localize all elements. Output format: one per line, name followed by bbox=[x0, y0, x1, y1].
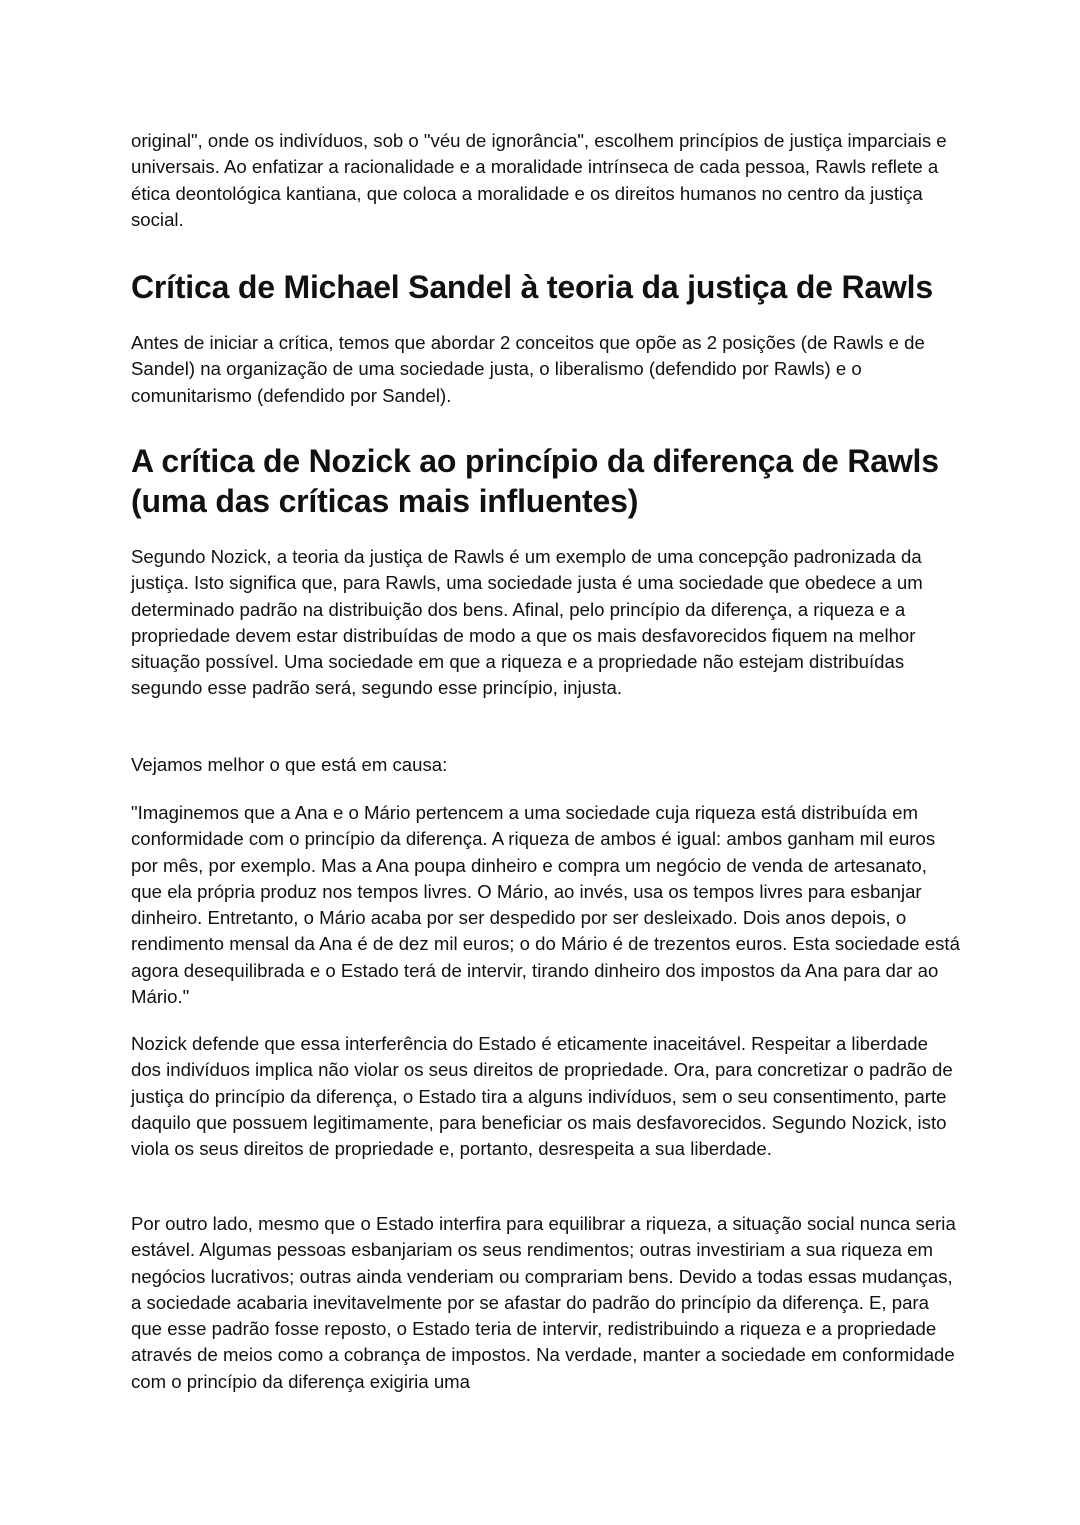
paragraph-sandel-intro: Antes de iniciar a crítica, temos que abordar 2 conceitos que opõe as 2 posições (de Rawls e de Sandel) na organização de uma sociedade justa, o liberalismo (defendido por Rawls) e o comunitarismo (defendido por Sandel). bbox=[131, 332, 925, 406]
section-heading-sandel: Crítica de Michael Sandel à teoria da justiça de Rawls bbox=[131, 269, 933, 305]
paragraph-nozick-2: Vejamos melhor o que está em causa: bbox=[131, 754, 448, 775]
document-page bbox=[131, 128, 961, 1392]
paragraph-nozick-1: Segundo Nozick, a teoria da justiça de Rawls é um exemplo de uma concepção padronizada da justiça. Isto significa que, para Rawls, uma sociedade justa é uma sociedade que obedece a um determinado padrão na distribuição dos bens. Afinal, pelo princípio da diferença, a riqueza e a propriedade devem estar distribuídas de modo a que os mais desfavorecidos fiquem na melhor situação possível. Uma sociedade em que a riqueza e a propriedade não estejam distribuídas segundo esse padrão será, segundo esse princípio, injusta. bbox=[131, 546, 923, 699]
quote-paragraph-ana-mario: "Imaginemos que a Ana e o Mário pertencem a uma sociedade cuja riqueza está distribuída em conformidade com o princípio da diferença. A riqueza de ambos é igual: ambos ganham mil euros por mês, por exemplo. Mas a Ana poupa dinheiro e compra um negócio de venda de artesanato, que ela própria produz nos tempos livres. O Mário, ao invés, usa os tempos livres para esbanjar dinheiro. Entretanto, o Mário acaba por ser despedido por ser desleixado. Dois anos depois, o rendimento mensal da Ana é de dez mil euros; o do Mário é de trezentos euros. Esta sociedade está agora desequilibrada e o Estado terá de intervir, tirando dinheiro dos impostos da Ana para dar ao Mário." bbox=[131, 802, 960, 1008]
paragraph-nozick-4: Nozick defende que essa interferência do Estado é eticamente inaceitável. Respeitar a liberdade dos indivíduos implica não violar os seus direitos de propriedade. Ora, para concretizar o padrão de justiça do princípio da diferença, o Estado tira a alguns indivíduos, sem o seu consentimento, parte daquilo que possuem legitimamente, para beneficiar os mais desfavorecidos. Segundo Nozick, isto viola os seus direitos de propriedade e, portanto, desrespeita a sua liberdade. bbox=[131, 1033, 953, 1160]
section-heading-nozick: A crítica de Nozick ao princípio da diferença de Rawls (uma das críticas mais influentes) bbox=[131, 443, 939, 519]
paragraph-nozick-5: Por outro lado, mesmo que o Estado interfira para equilibrar a riqueza, a situação social nunca seria estável. Algumas pessoas esbanjariam os seus rendimentos; outras investiriam a sua riqueza em negócios lucrativos; outras ainda venderiam ou comprariam bens. Devido a todas essas mudanças, a sociedade acabaria inevitavelmente por se afastar do padrão do princípio da diferença. E, para que esse padrão fosse reposto, o Estado teria de intervir, redistribuindo a riqueza e a propriedade através de meios como a cobrança de impostos. Na verdade, manter a sociedade em conformidade com o princípio da diferença exigiria uma bbox=[131, 1213, 956, 1392]
intro-paragraph: original", onde os indivíduos, sob o "véu de ignorância", escolhem princípios de justiça imparciais e universais. Ao enfatizar a racionalidade e a moralidade intrínseca de cada pessoa, Rawls reflete a ética deontológica kantiana, que coloca a moralidade e os direitos humanos no centro da justiça social. bbox=[131, 130, 947, 230]
